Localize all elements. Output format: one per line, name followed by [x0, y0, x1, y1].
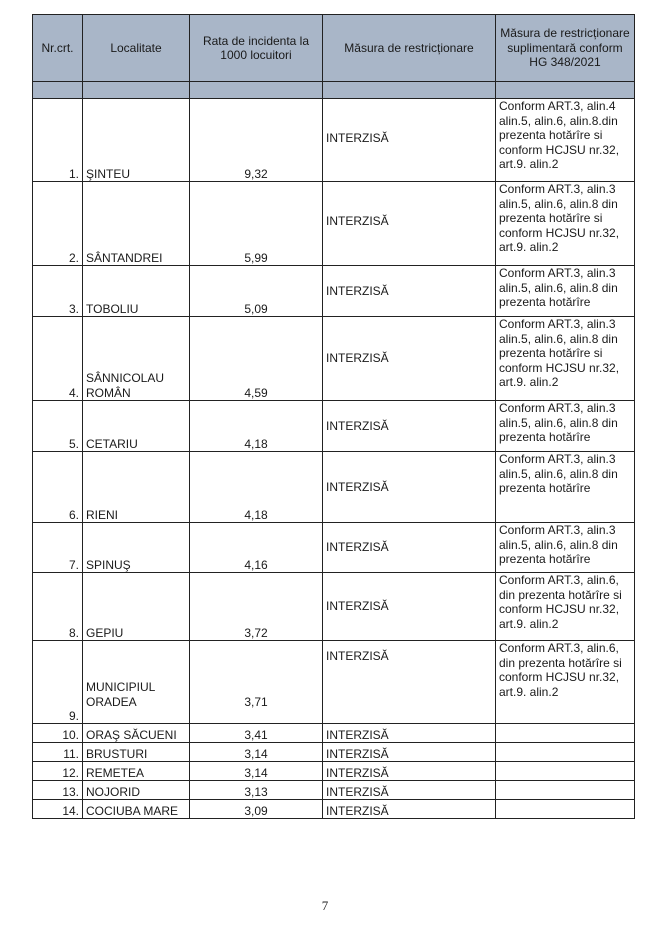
cell-masura: INTERZISĂ — [323, 762, 496, 781]
cell-rata: 3,09 — [190, 800, 323, 819]
cell-localitate: COCIUBA MARE — [83, 800, 190, 819]
cell-localitate: SÂNNICOLAU ROMÂN — [83, 317, 190, 401]
header-nr: Nr.crt. — [33, 15, 83, 82]
cell-suplimentara — [496, 743, 635, 762]
table-subheader-row — [33, 82, 635, 99]
cell-masura: INTERZISĂ — [323, 452, 496, 523]
cell-rata: 3,13 — [190, 781, 323, 800]
cell-nr: 5. — [33, 401, 83, 452]
table-row — [33, 182, 635, 266]
cell-nr: 4. — [33, 317, 83, 401]
header-rata: Rata de incidenta la 1000 locuitori — [190, 15, 323, 82]
cell-masura: INTERZISĂ — [323, 573, 496, 641]
cell-rata: 5,99 — [190, 182, 323, 266]
cell-localitate: REMETEA — [83, 762, 190, 781]
cell-suplimentara: Conform ART.3, alin.6, din prezenta hotărîre si conform HCJSU nr.32, art.9. alin.2 — [496, 573, 635, 641]
cell-suplimentara: Conform ART.3, alin.3 alin.5, alin.6, alin.8 din prezenta hotărîre si conform HCJSU nr.32, art.9. alin.2 — [496, 182, 635, 266]
cell-localitate: NOJORID — [83, 781, 190, 800]
cell-suplimentara: Conform ART.3, alin.4 alin.5, alin.6, alin.8.din prezenta hotărîre si conform HCJSU nr.32, art.9. alin.2 — [496, 99, 635, 182]
cell-suplimentara: Conform ART.3, alin.3 alin.5, alin.6, alin.8 din prezenta hotărîre si conform HCJSU nr.32, art.9. alin.2 — [496, 317, 635, 401]
cell-localitate: ORAŞ SĂCUENI — [83, 724, 190, 743]
table-row — [33, 573, 635, 641]
cell-nr: 2. — [33, 182, 83, 266]
cell-masura: INTERZISĂ — [323, 266, 496, 317]
header-suplimentara: Măsura de restricționare suplimentară conform HG 348/2021 — [496, 15, 635, 82]
page-number: 7 — [321, 898, 329, 913]
cell-masura: INTERZISĂ — [323, 724, 496, 743]
cell-masura: INTERZISĂ — [323, 523, 496, 573]
cell-localitate: SÂNTANDREI — [83, 182, 190, 266]
header-localitate: Localitate — [83, 15, 190, 82]
cell-masura: INTERZISĂ — [323, 743, 496, 762]
header-masura: Măsura de restricționare — [323, 15, 496, 82]
table-row — [33, 266, 635, 317]
cell-nr: 3. — [33, 266, 83, 317]
subheader-cell — [496, 82, 635, 99]
cell-rata: 3,41 — [190, 724, 323, 743]
cell-rata: 3,14 — [190, 762, 323, 781]
cell-suplimentara — [496, 781, 635, 800]
cell-nr: 11. — [33, 743, 83, 762]
table-row — [33, 523, 635, 573]
cell-masura: INTERZISĂ — [323, 800, 496, 819]
cell-rata: 3,71 — [190, 641, 323, 724]
cell-masura: INTERZISĂ — [323, 401, 496, 452]
table-row — [33, 762, 635, 781]
cell-suplimentara: Conform ART.3, alin.3 alin.5, alin.6, alin.8 din prezenta hotărîre — [496, 401, 635, 452]
cell-nr: 1. — [33, 99, 83, 182]
cell-rata: 3,72 — [190, 573, 323, 641]
cell-suplimentara: Conform ART.3, alin.3 alin.5, alin.6, alin.8 din prezenta hotărîre — [496, 452, 635, 523]
subheader-cell — [323, 82, 496, 99]
cell-suplimentara — [496, 762, 635, 781]
cell-localitate: GEPIU — [83, 573, 190, 641]
cell-rata: 4,59 — [190, 317, 323, 401]
subheader-cell — [33, 82, 83, 99]
table-row — [33, 800, 635, 819]
cell-nr: 7. — [33, 523, 83, 573]
cell-masura: INTERZISĂ — [323, 182, 496, 266]
cell-masura: INTERZISĂ — [323, 317, 496, 401]
restrictions-table — [32, 14, 635, 819]
table-row — [33, 743, 635, 762]
subheader-cell — [190, 82, 323, 99]
cell-masura: INTERZISĂ — [323, 781, 496, 800]
table-row — [33, 401, 635, 452]
table-row — [33, 99, 635, 182]
cell-localitate: TOBOLIU — [83, 266, 190, 317]
cell-localitate: SPINUŞ — [83, 523, 190, 573]
table-row — [33, 781, 635, 800]
cell-localitate: RIENI — [83, 452, 190, 523]
cell-rata: 9,32 — [190, 99, 323, 182]
cell-masura: INTERZISĂ — [323, 99, 496, 182]
cell-nr: 6. — [33, 452, 83, 523]
table-row — [33, 641, 635, 724]
cell-suplimentara — [496, 800, 635, 819]
cell-masura: INTERZISĂ — [323, 641, 496, 724]
cell-suplimentara: Conform ART.3, alin.3 alin.5, alin.6, alin.8 din prezenta hotărîre — [496, 523, 635, 573]
cell-nr: 10. — [33, 724, 83, 743]
cell-nr: 13. — [33, 781, 83, 800]
cell-nr: 14. — [33, 800, 83, 819]
cell-rata: 3,14 — [190, 743, 323, 762]
cell-nr: 8. — [33, 573, 83, 641]
table-header-row — [33, 15, 635, 82]
table-row — [33, 317, 635, 401]
cell-rata: 4,18 — [190, 401, 323, 452]
cell-nr: 9. — [33, 641, 83, 724]
cell-localitate: CETARIU — [83, 401, 190, 452]
cell-rata: 4,16 — [190, 523, 323, 573]
cell-localitate: BRUSTURI — [83, 743, 190, 762]
subheader-cell — [83, 82, 190, 99]
cell-nr: 12. — [33, 762, 83, 781]
cell-localitate: ŞINTEU — [83, 99, 190, 182]
table-row — [33, 724, 635, 743]
cell-localitate: MUNICIPIUL ORADEA — [83, 641, 190, 724]
cell-suplimentara: Conform ART.3, alin.3 alin.5, alin.6, alin.8 din prezenta hotărîre — [496, 266, 635, 317]
cell-rata: 4,18 — [190, 452, 323, 523]
table-row — [33, 452, 635, 523]
cell-suplimentara: Conform ART.3, alin.6, din prezenta hotărîre si conform HCJSU nr.32, art.9. alin.2 — [496, 641, 635, 724]
cell-suplimentara — [496, 724, 635, 743]
cell-rata: 5,09 — [190, 266, 323, 317]
